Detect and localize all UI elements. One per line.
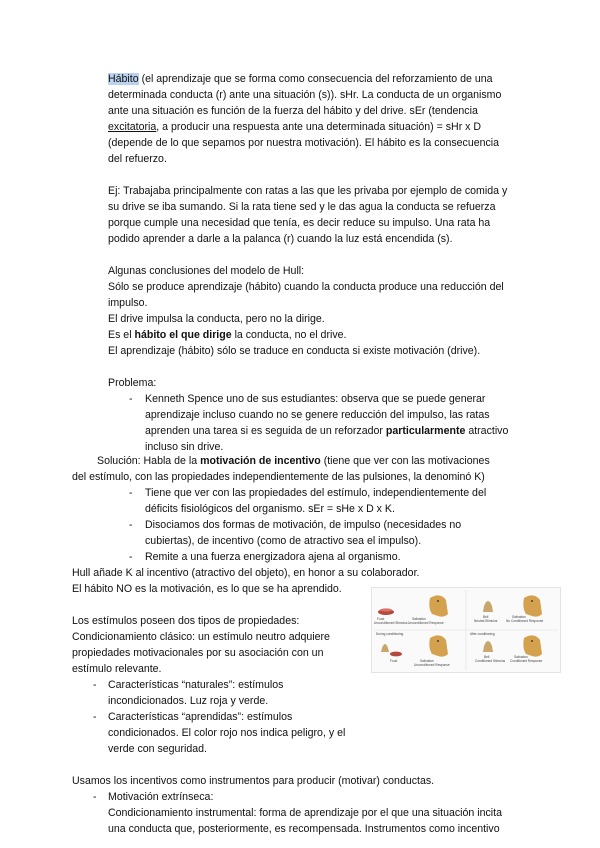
conclusion-line: Sólo se produce aprendizaje (hábito) cuando la conducta produce una reducción del [108,281,504,293]
bold-phrase: motivación de incentivo [200,455,321,467]
dash-bullet: - [129,487,133,499]
bell-icon [483,601,493,612]
conclusion-line: El drive impulsa la conducta, pero no la dirige. [108,313,325,325]
classical-conditioning-line: estímulo relevante. [72,663,162,675]
learned-characteristics-line: condicionados. El color rojo nos indica peligro, y el [108,727,346,739]
ur-label: Unconditioned Response [414,663,450,667]
conclusions-heading: Algunas conclusiones del modelo de Hull: [108,265,305,277]
habit-not-motivation-line: El hábito NO es la motivación, es lo que se ha aprendido. [72,583,342,595]
salivation-label: Salivation [514,655,528,659]
habit-definition-line-1: Hábito (el aprendizaje que se forma como consecuencia del reforzamiento de una [108,73,493,85]
habit-definition-line-5: (depende de lo que sepamos por nuestra motivación). El hábito es la consecuencia [108,137,500,149]
problem-heading: Problema: [108,377,157,389]
dash-bullet: - [129,393,133,405]
dash-bullet: - [129,519,133,531]
after-conditioning-label: After conditioning [470,632,495,636]
problem-item-line: Kenneth Spence uno de sus estudiantes: observa que se puede generar [145,393,486,405]
solution-bullet-line: Remite a una fuerza energizadora ajena al organismo. [145,551,401,563]
conclusion-line: impulso. [108,297,148,309]
solution-bullet-line: déficits fisiológicos del organismo. sEr = sHe x D x K. [145,503,395,515]
ncr-label: No Conditioned Response [506,619,544,623]
example-line-4: podido aprender a darle a la palanca (r) cuando la luz está encendida (s). [108,233,453,245]
habit-definition-line-3: ante una situación es función de la fuerza del hábito y del drive. sEr (tendencia [108,105,478,117]
bell-label: Bell [484,655,490,659]
habit-definition-line-6: del refuerzo. [108,153,167,165]
conclusion-line: El aprendizaje (hábito) sólo se traduce en conducta si existe motivación (drive). [108,345,481,357]
food-icon [380,608,392,611]
example-line-3: porque cumple una necesidad que tenía, es decir reduce su impulso. Una rata ha [108,217,491,229]
dash-bullet: - [93,711,97,723]
classical-conditioning-figure [371,587,561,673]
cr-label: Conditioned Response [510,659,543,663]
highlighted-term: Hábito [108,73,139,85]
dog-icon [523,595,542,616]
salivation-label: Salivation [512,615,526,619]
food-bowl-icon [390,652,402,657]
dog-icon [523,635,542,656]
dog-icon [429,635,448,656]
incentives-line: Usamos los incentivos como instrumentos para producir (motivar) conductas. [72,775,435,787]
problem-item-line: aprendizaje incluso cuando no se genere reducción del impulso, las ratas [145,409,490,421]
bell-icon [483,641,493,652]
solution-line-2: del estímulo, con las propiedades independientemente de las pulsiones, la denominó K) [72,471,485,483]
instrumental-conditioning-line: una conducta que, posteriormente, es recompensada. Instrumentos como incentivo [108,823,500,835]
solution-bullet-line: cubiertas), de incentivo (como de atractivo sea el impulso). [145,535,422,547]
dog-icon [429,595,448,616]
hull-k-line: Hull añade K al incentivo (atractivo del objeto), en honor a su colaborador. [72,567,420,579]
dash-bullet: - [129,551,133,563]
example-line-2: su drive se iba sumando. Si la rata tiene sed y le das agua la conducta se refuerza [108,201,496,213]
extrinsic-motivation-line: Motivación extrínseca: [108,791,214,803]
during-conditioning-label: During conditioning [376,632,404,636]
dog-eye-icon [531,600,533,602]
dog-eye-icon [437,600,439,602]
dash-bullet: - [93,791,97,803]
food-label: Food [377,617,385,621]
learned-characteristics-line: Características “aprendidas”: estímulos [108,711,293,723]
learned-characteristics-line: verde con seguridad. [108,743,207,755]
example-line-1: Ej: Trabajaba principalmente con ratas a las que les privaba por ejemplo de comida y [108,185,508,197]
us-label: Unconditioned Stimulus [374,621,408,625]
solution-bullet-line: Tiene que ver con las propiedades del estímulo, independientemente del [145,487,487,499]
dash-bullet: - [93,679,97,691]
salivation-label: Salivation [420,659,434,663]
underlined-term: excitatoria [108,121,157,133]
natural-characteristics-line: Características “naturales”: estímulos [108,679,284,691]
classical-conditioning-line: propiedades motivacionales por su asociación con un [72,647,324,659]
bell-label: Bell [483,615,489,619]
bold-phrase: hábito el que dirige [134,329,232,341]
cs-label: Conditioned Stimulus [475,659,506,663]
conditioning-diagram [372,588,560,672]
problem-item-line: aprenden una tarea si es seguida de un reforzador particularmente atractivo [145,425,509,437]
food-label: Food [390,659,398,663]
stimuli-properties-heading: Los estímulos poseen dos tipos de propiedades: [72,615,300,627]
solution-line-1: Solución: Habla de la motivación de incentivo (tiene que ver con las motivaciones [97,455,490,467]
dog-eye-icon [437,640,439,642]
natural-characteristics-line: incondicionados. Luz roja y verde. [108,695,269,707]
ur-label: Unconditioned Response [408,621,444,625]
dog-eye-icon [531,640,533,642]
classical-conditioning-line: Condicionamiento clásico: un estímulo neutro adquiere [72,631,330,643]
ns-label: Neutral Stimulus [474,619,498,623]
habit-definition-line-4: excitatoria, a producir una respuesta ante una determinada situación) = sHr x D [108,121,482,133]
bell-icon [381,644,389,652]
salivation-label: Salivation [412,617,426,621]
conclusion-line: Es el hábito el que dirige la conducta, no el drive. [108,329,347,341]
solution-bullet-line: Disociamos dos formas de motivación, de impulso (necesidades no [145,519,462,531]
habit-definition-line-2: determinada conducta (r) ante una situación (s)). sHr. La conducta de un organismo [108,89,502,101]
problem-item-line: incluso sin drive. [145,441,224,453]
instrumental-conditioning-line: Condicionamiento instrumental: forma de aprendizaje por el que una situación incita [108,807,502,819]
